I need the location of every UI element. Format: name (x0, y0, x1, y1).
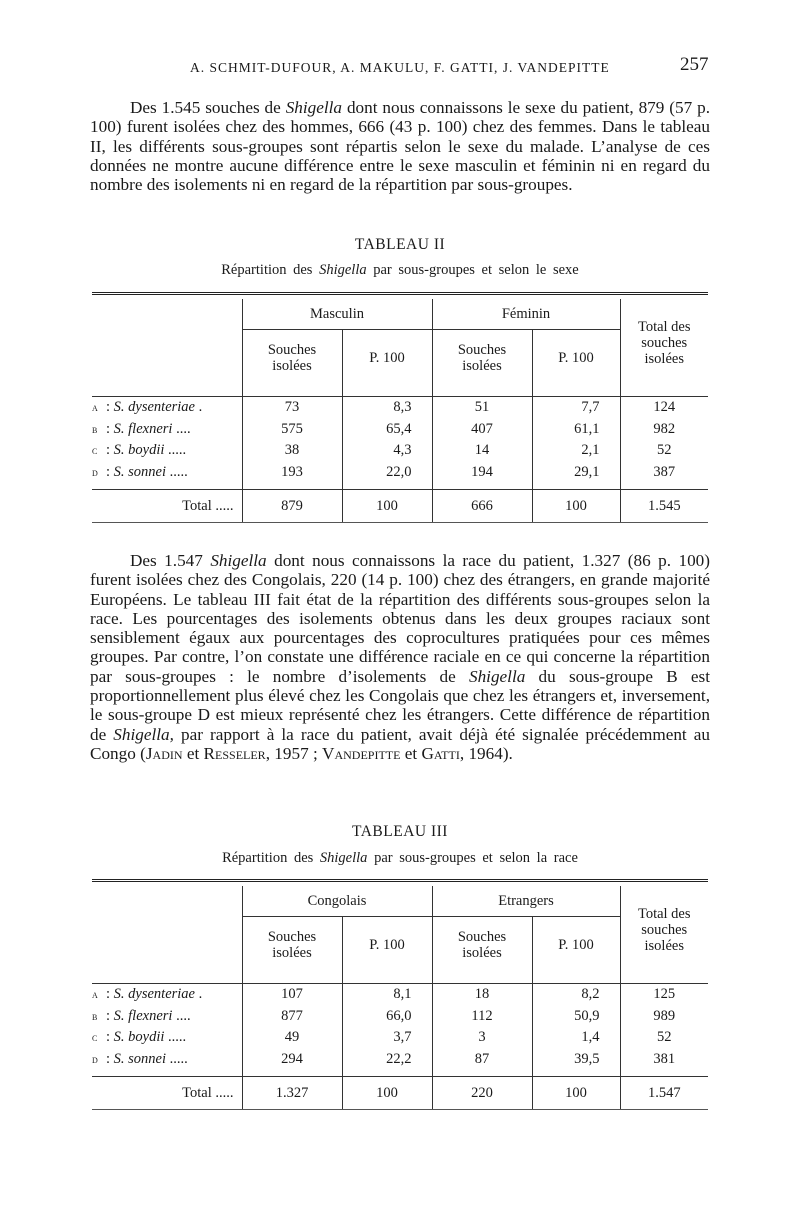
subheader-pct: P. 100 (532, 330, 620, 387)
page-header (0, 52, 800, 82)
group-header-feminin: Féminin (432, 299, 620, 330)
table-2-title: TABLEAU II (354, 236, 446, 253)
subheader-souches: Souches isolées (242, 330, 342, 387)
table-row: a : S. dysenteriae . 107 8,1 18 8,2 125 (92, 984, 708, 1006)
total-row: Total ..... 879 100 666 100 1.545 (92, 490, 708, 523)
table-row: d : S. sonnei ..... 294 22,2 87 39,5 381 (92, 1049, 708, 1071)
table-row: c : S. boydii ..... 38 4,3 14 2,1 52 (92, 440, 708, 462)
group-header-etrangers: Etrangers (432, 886, 620, 917)
total-row: Total ..... 1.327 100 220 100 1.547 (92, 1077, 708, 1110)
subheader-pct: P. 100 (342, 917, 432, 974)
table-row: d : S. sonnei ..... 193 22,0 194 29,1 387 (92, 462, 708, 484)
table-3-title: TABLEAU III (352, 823, 448, 840)
table-row: a : S. dysenteriae . 73 8,3 51 7,7 124 (92, 397, 708, 419)
running-head: A. SCHMIT-DUFOUR, A. MAKULU, F. GATTI, J. VANDEPITTE (190, 60, 610, 75)
table-row: b : S. flexneri .... 575 65,4 407 61,1 982 (92, 419, 708, 441)
total-header: Total des souches isolées (637, 318, 691, 367)
page-number: 257 (680, 54, 709, 75)
table-2 (92, 292, 708, 523)
subheader-pct: P. 100 (342, 330, 432, 387)
table-3 (92, 879, 708, 1110)
table-2-caption: Répartition des Shigella par sous-groupes et selon le sexe (221, 262, 579, 278)
table-row: b : S. flexneri .... 877 66,0 112 50,9 989 (92, 1006, 708, 1028)
table-row: c : S. boydii ..... 49 3,7 3 1,4 52 (92, 1027, 708, 1049)
total-header: Total des souches isolées (637, 905, 691, 954)
group-header-masculin: Masculin (242, 299, 432, 330)
group-header-congolais: Congolais (242, 886, 432, 917)
table-3-caption: Répartition des Shigella par sous-groupes et selon la race (222, 850, 578, 866)
subheader-souches: Souches isolées (432, 917, 532, 974)
subheader-pct: P. 100 (532, 917, 620, 974)
subheader-souches: Souches isolées (242, 917, 342, 974)
paragraph-1: Des 1.545 souches de Shigella dont nous connaissons le sexe du patient, 879 (57 p. 100) furent isolées chez des hommes, 666 (43 p. 100) chez des femmes. Dans le tableau II, les différents sous-groupes sont répartis selon le sexe du malade. L’analyse de ces données ne montre aucune différence entre le sexe masculin et féminin ni en regard du nombre des isolements ni en regard de la répartition par sous-groupes. (90, 98, 710, 195)
subheader-souches: Souches isolées (432, 330, 532, 387)
paragraph-2: Des 1.547 Shigella dont nous connaissons la race du patient, 1.327 (86 p. 100) furent isolées chez des Congolais, 220 (14 p. 100) chez des étrangers, en grande majorité Européens. Le tableau III fait état de la répartition des différents sous-groupes selon la race. Les pourcentages des isolements obtenus dans les deux groupes raciaux sont sensiblement égaux aux pourcentages des coprocultures pratiquées pour ces mêmes groupes. Par contre, l’on constate une différence raciale en ce qui concerne la répartition par sous-groupes : le nombre d’isolements de Shigella du sous-groupe B est proportionnellement plus élevé chez les Congolais que chez les étrangers et, inversement, le sous-groupe D est mieux représenté chez les étrangers. Cette différence de répartition de Shigella, par rapport à la race du patient, avait déjà été signalée précédemment au Congo (Jadin et Resseler, 1957 ; Vandepitte et Gatti, 1964). (90, 551, 710, 763)
